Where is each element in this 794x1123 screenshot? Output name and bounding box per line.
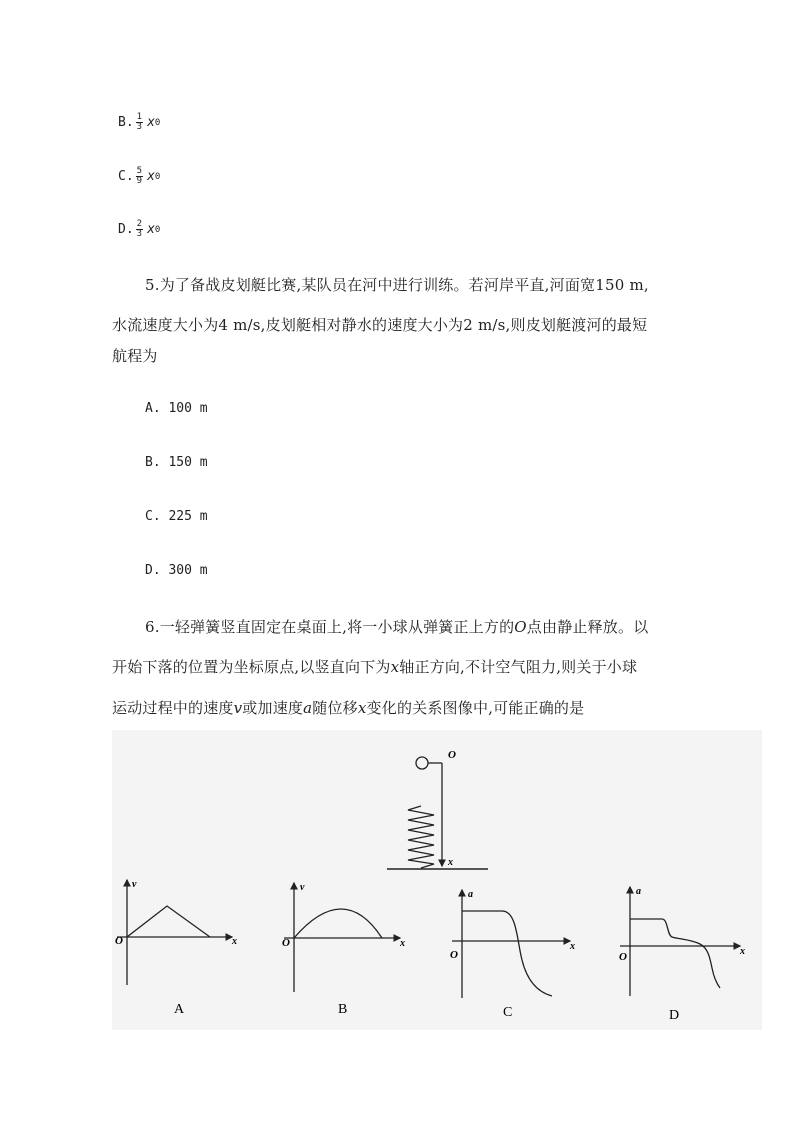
graph-a-y-label: v [132, 879, 137, 890]
math-var: x [357, 699, 367, 717]
option-letter: C. [118, 169, 134, 184]
subscript: 0 [154, 171, 161, 182]
q4-option-c [118, 167, 160, 186]
fraction-denominator: 3 [136, 229, 143, 239]
fraction-denominator: 3 [136, 122, 143, 132]
q5-option-d: D. 300 m [145, 563, 208, 578]
text: 点由静止释放。以 [526, 618, 649, 636]
subscript: 0 [154, 117, 161, 128]
fraction-numerator: 2 [136, 219, 143, 229]
fraction-numerator: 5 [136, 166, 143, 176]
q6-line-2 [112, 656, 637, 677]
graph-c-x-label: x [570, 941, 575, 952]
graph-d-x-label: x [740, 946, 745, 957]
q5-line-3: 航程为 [112, 347, 158, 365]
text: 或加速度 [242, 699, 304, 717]
text: 随位移 [312, 699, 358, 717]
option-letter: B. [118, 115, 134, 130]
graph-b-y-label: v [300, 882, 305, 893]
fraction [136, 220, 143, 239]
graph-c-caption: C [503, 1005, 513, 1020]
setup-axis-label: x [448, 857, 453, 868]
math-var: x [390, 658, 400, 676]
q4-option-b [118, 113, 160, 132]
graph-a-x-label: x [232, 936, 237, 947]
q5-option-c: C. 225 m [145, 509, 208, 524]
graph-a-caption: A [174, 1002, 185, 1017]
text: 变化的关系图像中,可能正确的是 [366, 699, 585, 717]
q5-option-a: A. 100 m [145, 401, 208, 416]
graph-d-caption: D [669, 1008, 680, 1023]
q5-option-b: B. 150 m [145, 455, 208, 470]
graph-d-y-label: a [636, 886, 641, 897]
q5-line-1: 5.为了备战皮划艇比赛,某队员在河中进行训练。若河岸平直,河面宽150 m, [145, 276, 649, 294]
q4-option-d [118, 220, 160, 239]
graph-a-origin: O [115, 935, 123, 947]
q6-line-1 [145, 616, 648, 637]
q6-line-3 [112, 697, 584, 718]
fraction [136, 167, 143, 186]
fraction-numerator: 1 [136, 112, 143, 122]
text: 6.一轻弹簧竖直固定在桌面上,将一小球从弹簧正上方的 [145, 618, 515, 636]
math-var: O [514, 618, 527, 636]
variable: x [147, 169, 155, 184]
graph-b-caption: B [338, 1002, 348, 1017]
option-letter: D. [118, 222, 134, 237]
math-var: a [303, 699, 313, 717]
q5-line-2: 水流速度大小为4 m/s,皮划艇相对静水的速度大小为2 m/s,则皮划艇渡河的最短 [112, 316, 648, 334]
graph-b-origin: O [282, 937, 290, 949]
text: 开始下落的位置为坐标原点,以竖直向下为 [112, 658, 391, 676]
subscript: 0 [154, 224, 161, 235]
fraction-denominator: 9 [136, 176, 143, 186]
fraction [136, 113, 143, 132]
math-var: v [233, 699, 243, 717]
variable: x [147, 222, 155, 237]
graph-c-y-label: a [468, 889, 473, 900]
text: 轴正方向,不计空气阻力,则关于小球 [399, 658, 638, 676]
graph-b-x-label: x [400, 938, 405, 949]
variable: x [147, 115, 155, 130]
text: 运动过程中的速度 [112, 699, 234, 717]
q6-figure [112, 730, 762, 1030]
graph-d-origin: O [619, 951, 627, 963]
graph-c-origin: O [450, 949, 458, 961]
figure-background [112, 730, 762, 1030]
setup-origin-label: O [448, 749, 456, 761]
